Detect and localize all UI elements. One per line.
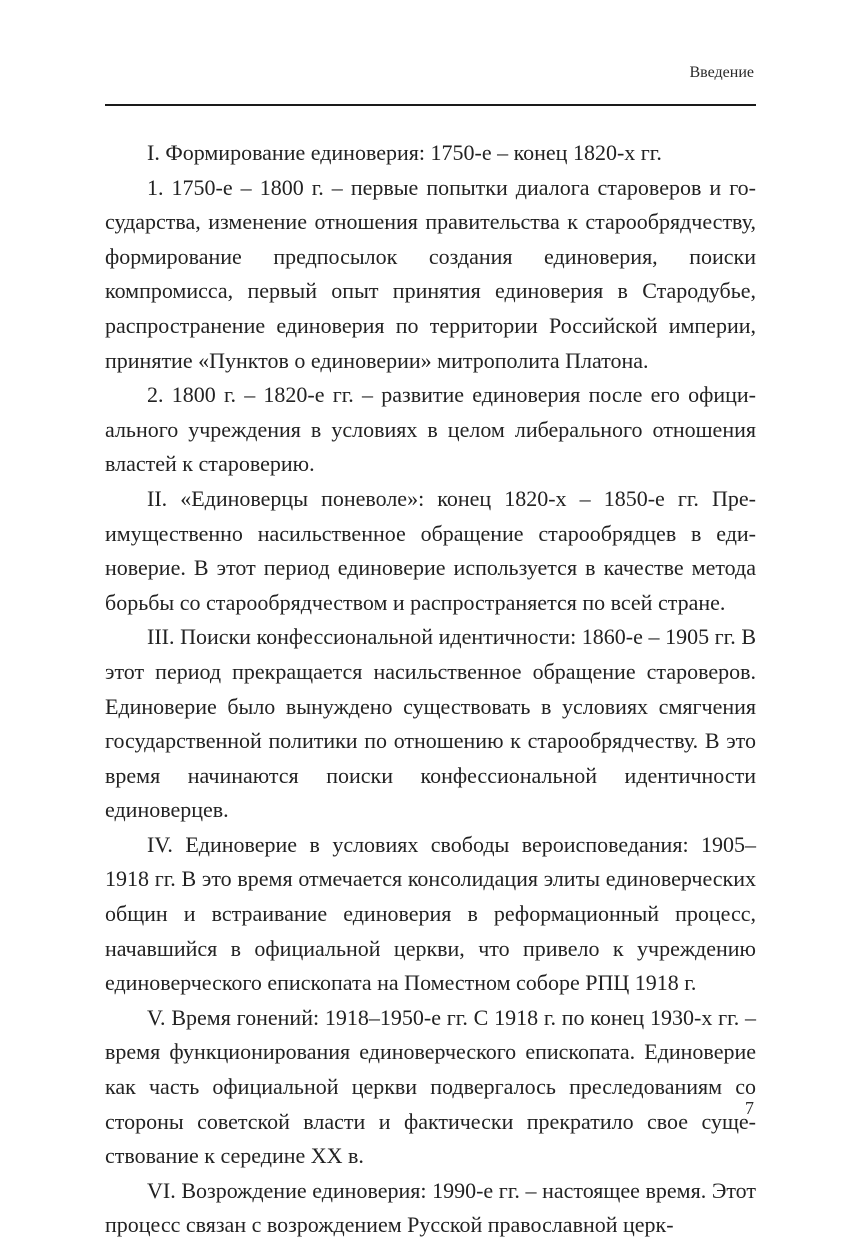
paragraph-subperiod-1: 1. 1750-е – 1800 г. – первые попытки диалога староверов и государства, изменение отношения правительства к старообрядчеству, формирование предпосылок создания единоверия, поиски компромисса, первый опыт принятия единоверия в Стародубье, распространение единоверия по территории Российской империи, принятие «Пунктов о единоверии» митрополита Платона. [105,174,756,373]
paragraph-period-2: II. «Единоверцы поневоле»: конец 1820-х – 1850-е гг. Преимущественно насильственное обращение старообрядцев в единоверие. В этот период единоверие используется в качестве метода борьбы со старообрядчеством и распространяется по всей стране. [105,485,756,615]
page-number: 7 [745,1098,754,1118]
body-text [105,136,756,1243]
paragraph-period-4: IV. Единоверие в условиях свободы вероисповедания: 1905–1918 гг. В это время отмечается консолидация элиты единоверческих общин и встраивание единоверия в реформационный процесс, начавшийся в официальной церкви, что привело к учреждению единоверческого епископата на Поместном соборе РПЦ 1918 г. [105,831,756,996]
paragraph-subperiod-2: 2. 1800 г. – 1820-е гг. – развитие единоверия после его официального учреждения в условиях в целом либерального отношения властей к староверию. [105,382,756,477]
header-rule [105,104,756,106]
paragraph-period-3: III. Поиски конфессиональной идентичности: 1860-е – 1905 гг. В этот период прекращается насильственное обращение староверов. Единоверие было вынуждено существовать в условиях смягчения государственной политики по отношению к старообрядчеству. В это время начинаются поиски конфессиональной идентичности единоверцев. [105,624,756,823]
paragraph-period-6: VI. Возрождение единоверия: 1990-е гг. – настоящее время. Этот процесс связан с возрождением Русской православной церк- [105,1177,756,1238]
running-head: Введение [689,64,754,81]
paragraph-period-5: V. Время гонений: 1918–1950-е гг. С 1918 г. по конец 1930-х гг. – время функционирования единоверческого епископата. Единоверие как часть официальной церкви подвергалось преследованиям со стороны советской власти и фактически прекратило свое существование к середине XX в. [105,1004,756,1169]
paragraph-period-1: I. Формирование единоверия: 1750-е – конец 1820-х гг. [147,140,662,165]
